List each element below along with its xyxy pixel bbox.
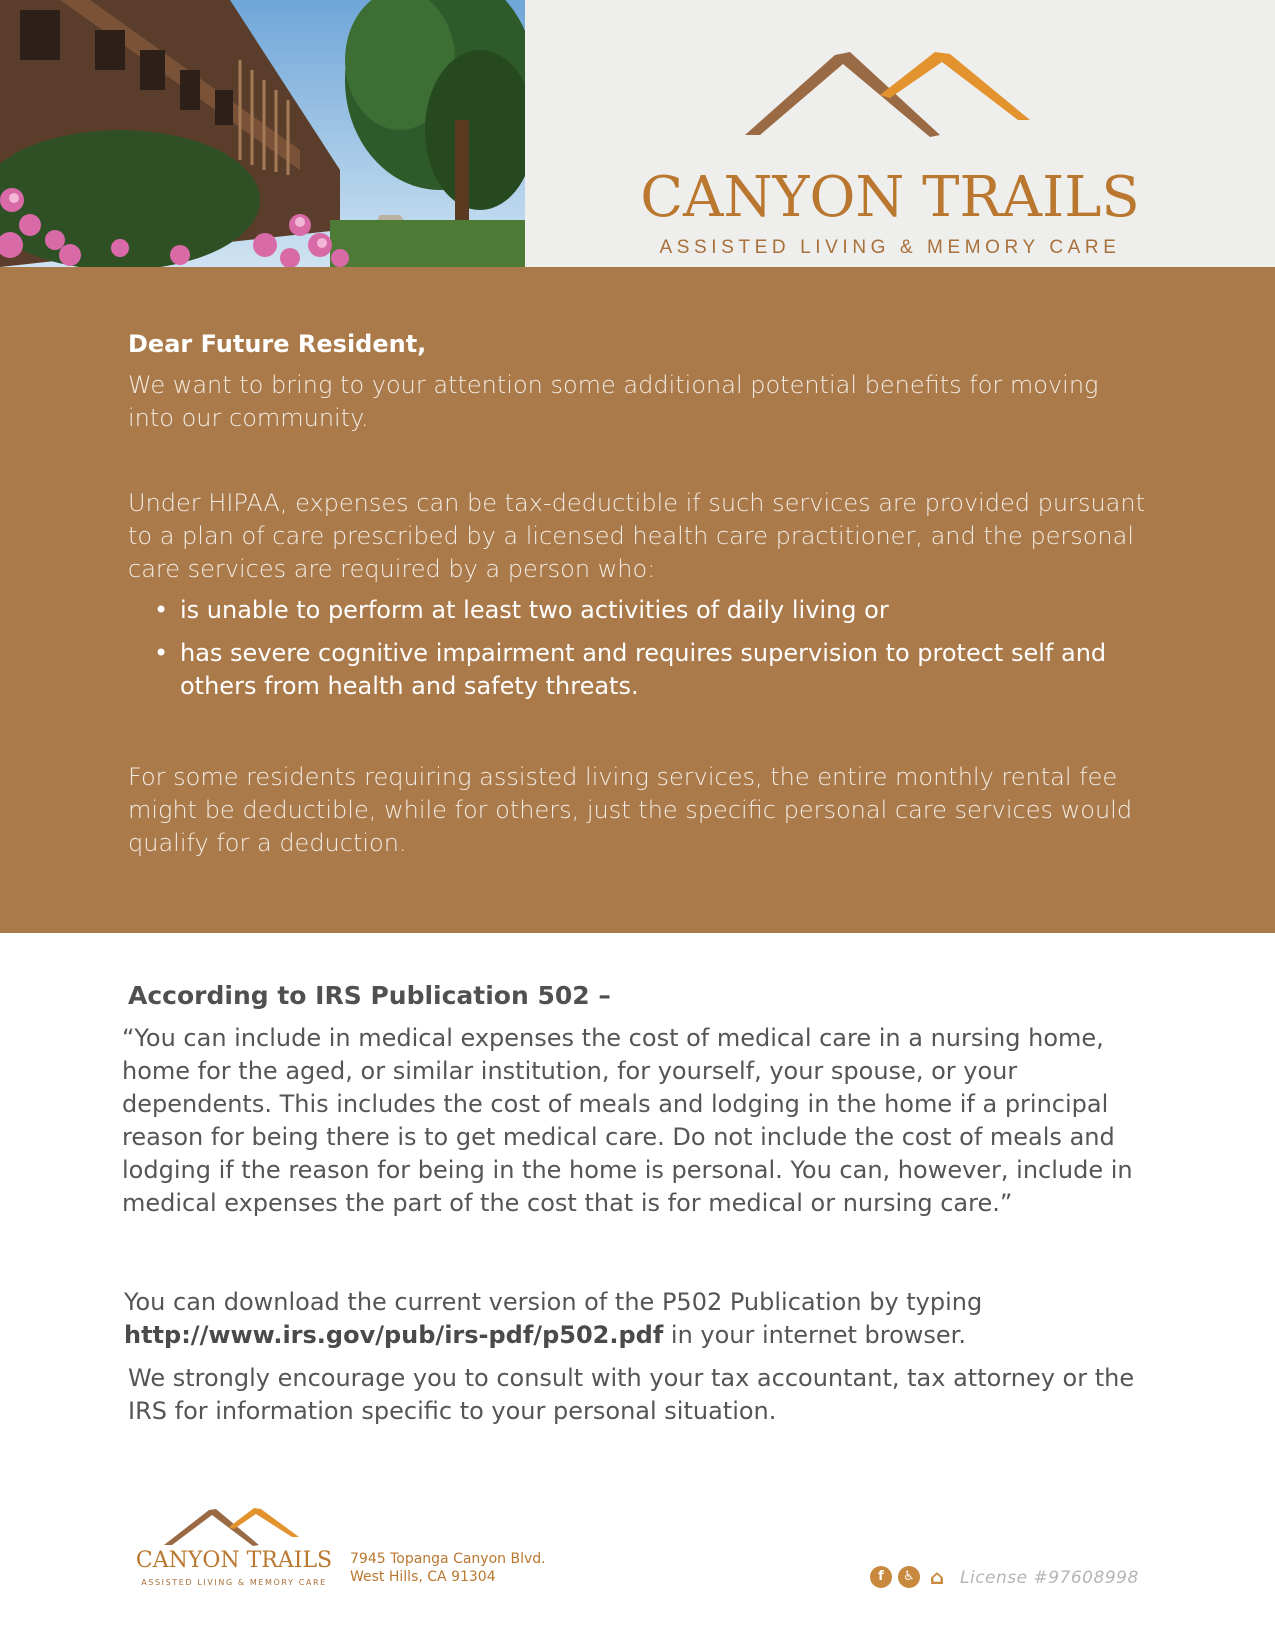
irs-heading: According to IRS Publication 502 –	[128, 981, 611, 1010]
facebook-icon[interactable]: f	[870, 1566, 892, 1588]
building-photo	[0, 0, 525, 267]
download-suffix: in your internet browser.	[663, 1321, 966, 1349]
irs-section	[122, 980, 1158, 1428]
list-item: • has severe cognitive impairment and requires supervision to protect self and others from health and safety threats.	[128, 637, 1148, 703]
criteria-list	[128, 594, 1148, 703]
deductible-paragraph: For some residents requiring assisted living services, the entire monthly rental fee might be deductible, while for others, just the specific personal care services would qualify for a deduction.	[128, 763, 1133, 857]
download-prefix: You can download the current version of the P502 Publication by typing	[124, 1288, 983, 1316]
accessibility-icon: ♿	[898, 1566, 920, 1588]
consult-paragraph: We strongly encourage you to consult with your tax accountant, tax attorney or the IRS for information specific to your personal situation.	[128, 1364, 1135, 1425]
header	[0, 0, 1275, 267]
address-line-1: 7945 Topanga Canyon Blvd.	[350, 1551, 546, 1567]
brand-subtitle: ASSISTED LIVING & MEMORY CARE	[659, 237, 1121, 258]
footer-address	[350, 1550, 546, 1586]
building-photo-illustration	[0, 0, 525, 267]
irs-url-link[interactable]: http://www.irs.gov/pub/irs-pdf/p502.pdf	[124, 1321, 664, 1349]
address-line-2: West Hills, CA 91304	[350, 1569, 496, 1585]
license-number: License #97608998	[960, 1568, 1139, 1588]
letter-panel	[0, 267, 1275, 933]
intro-paragraph: We want to bring to your attention some additional potential benefits for moving into our community.	[128, 371, 1099, 432]
footer-title: CANYON TRAILS	[135, 1548, 333, 1573]
footer-logo	[134, 1505, 334, 1595]
equal-housing-icon: ⌂	[929, 1565, 945, 1589]
brand-logo	[640, 30, 1140, 258]
download-paragraph	[124, 1286, 1158, 1352]
footer-subtitle: ASSISTED LIVING & MEMORY CARE	[141, 1578, 327, 1587]
greeting: Dear Future Resident,	[128, 330, 427, 358]
footer-icons	[870, 1566, 948, 1588]
irs-quote: “You can include in medical expenses the cost of medical care in a nursing home, home for the aged, or similar institution, for yourself, your spouse, or your dependents. This includes the cost of meals and lodging in the home if a principal reason for being there is to get medical care. Do not include the cost of meals and lodging if the reason for being in the home is personal. You can, however, include in medical expenses the part of the cost that is for medical or nursing care.”	[122, 1024, 1133, 1217]
hipaa-paragraph: Under HIPAA, expenses can be tax-deductible if such services are provided pursuant to a plan of care prescribed by a licensed health care practitioner, and the personal care services are required by a person who:	[128, 489, 1146, 583]
list-item: • is unable to perform at least two activities of daily living or	[128, 594, 1148, 627]
mountain-logo-icon	[740, 40, 1040, 140]
brand-title: CANYON TRAILS	[640, 165, 1140, 230]
